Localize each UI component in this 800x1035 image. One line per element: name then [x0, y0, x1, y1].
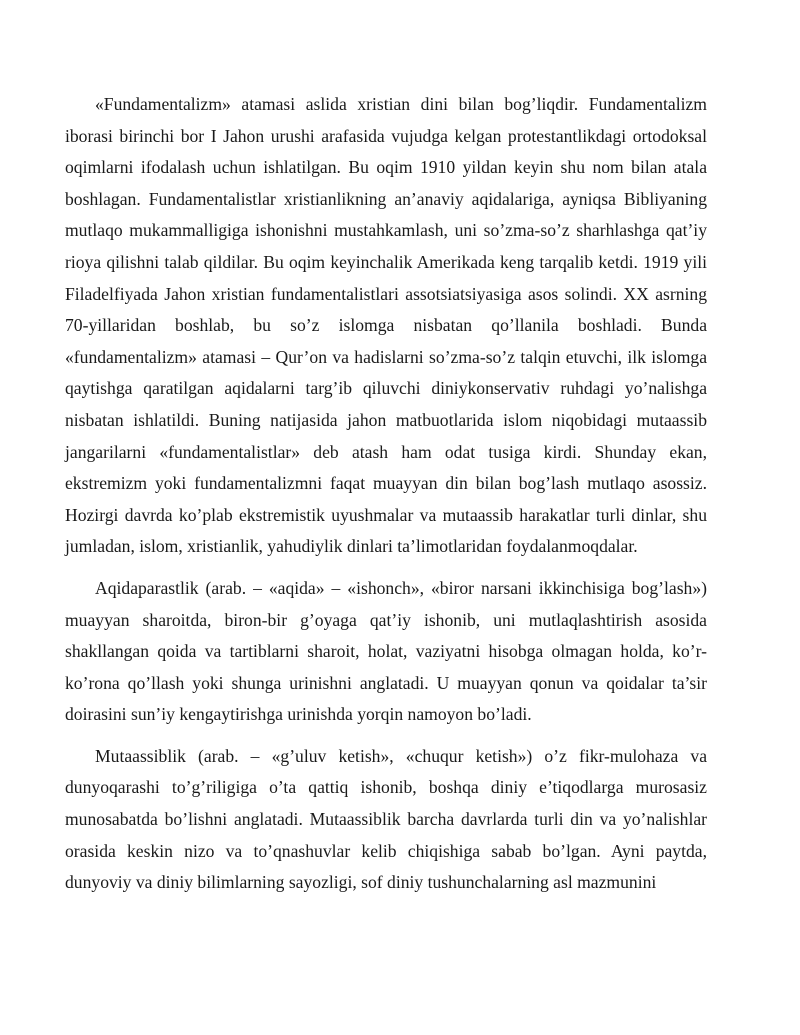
paragraph-mutaassiblik: Mutaassiblik (arab. – «g’uluv ketish», «chuqur ketish») o’z fikr-mulohaza va dunyoqarashi to’g’riligiga o’ta qattiq ishonib, boshqa diniy e’tiqodlarga murosasiz munosabatda bo’lishni anglatadi. Mutaassiblik barcha davrlarda turli din va yo’nalishlar orasida keskin nizo va to’qnashuvlar kelib chiqishiga sabab bo’lgan. Ayni paytda, dunyoviy va diniy bilimlarning sayozligi, sof diniy tushunchalarning asl mazmunini — [65, 745, 707, 893]
paragraph-fundamentalizm: «Fundamentalizm» atamasi aslida xristian dini bilan bog’liqdir. Fundamentalizm iborasi birinchi bor I Jahon urushi arafasida vujudga kelgan protestantlikdagi ortodoksal oqimlarni ifodalash uchun ishlatilgan. Bu oqim 1910 yildan keyin shu nom bilan atala boshlagan. Fundamentalistlar xristianlikning an’anaviy aqidalariga, ayniqsa Bibliyaning mutlaqo mukammalligiga ishonishni mustahkamlash, uni so’zma-so’z sharhlashga qat’iy rioya qilishni talab qildilar. Bu oqim keyinchalik Amerikada keng tarqalib ketdi. 1919 yili Filadelfiyada Jahon xristian fundamentalistlari assotsiatsiyasiga asos solindi. XX asrning 70-yillaridan boshlab, bu so’z islomga nisbatan qo’llanila boshladi. Bunda «fundamentalizm» atamasi – Qur’on va hadislarni so’zma-so’z talqin etuvchi, ilk islomga qaytishga qaratilgan aqidalarni targ’ib qiluvchi diniykonservativ ruhdagi yo’nalishga nisbatan ishlatildi. Buning natijasida jahon matbuotlarida islom niqobidagi mutaassib jangarilarni «fundamentalistlar» deb atash ham odat tusiga kirdi. Shunday ekan, ekstremizm yoki fundamentalizmni faqat muayyan din bilan bog’lash mutlaqo asossiz. Hozirgi davrda ko’plab ekstremistik uyushmalar va mutaassib harakatlar turli dinlar, shu jumladan, islom, xristianlik, yahudiylik dinlari ta’limotlaridan foydalanmoqdalar. — [65, 94, 707, 557]
document-body — [65, 89, 707, 899]
paragraph-aqidaparastlik: Aqidaparastlik (arab. – «aqida» – «ishonch», «biror narsani ikkinchisiga bog’lash») muayyan sharoitda, biron-bir g’oyaga qat’iy ishonib, uni mutlaqlashtirish asosida shakllangan qoida va tartiblarni sharoit, holat, vaziyatni hisobga olmagan holda, ko’r-ko’rona qo’llash yoki shunga urinishni anglatadi. U muayyan qonun va qoidalar ta’sir doirasini sun’iy kengaytirishga urinishda yorqin namoyon bo’ladi. — [65, 577, 707, 725]
